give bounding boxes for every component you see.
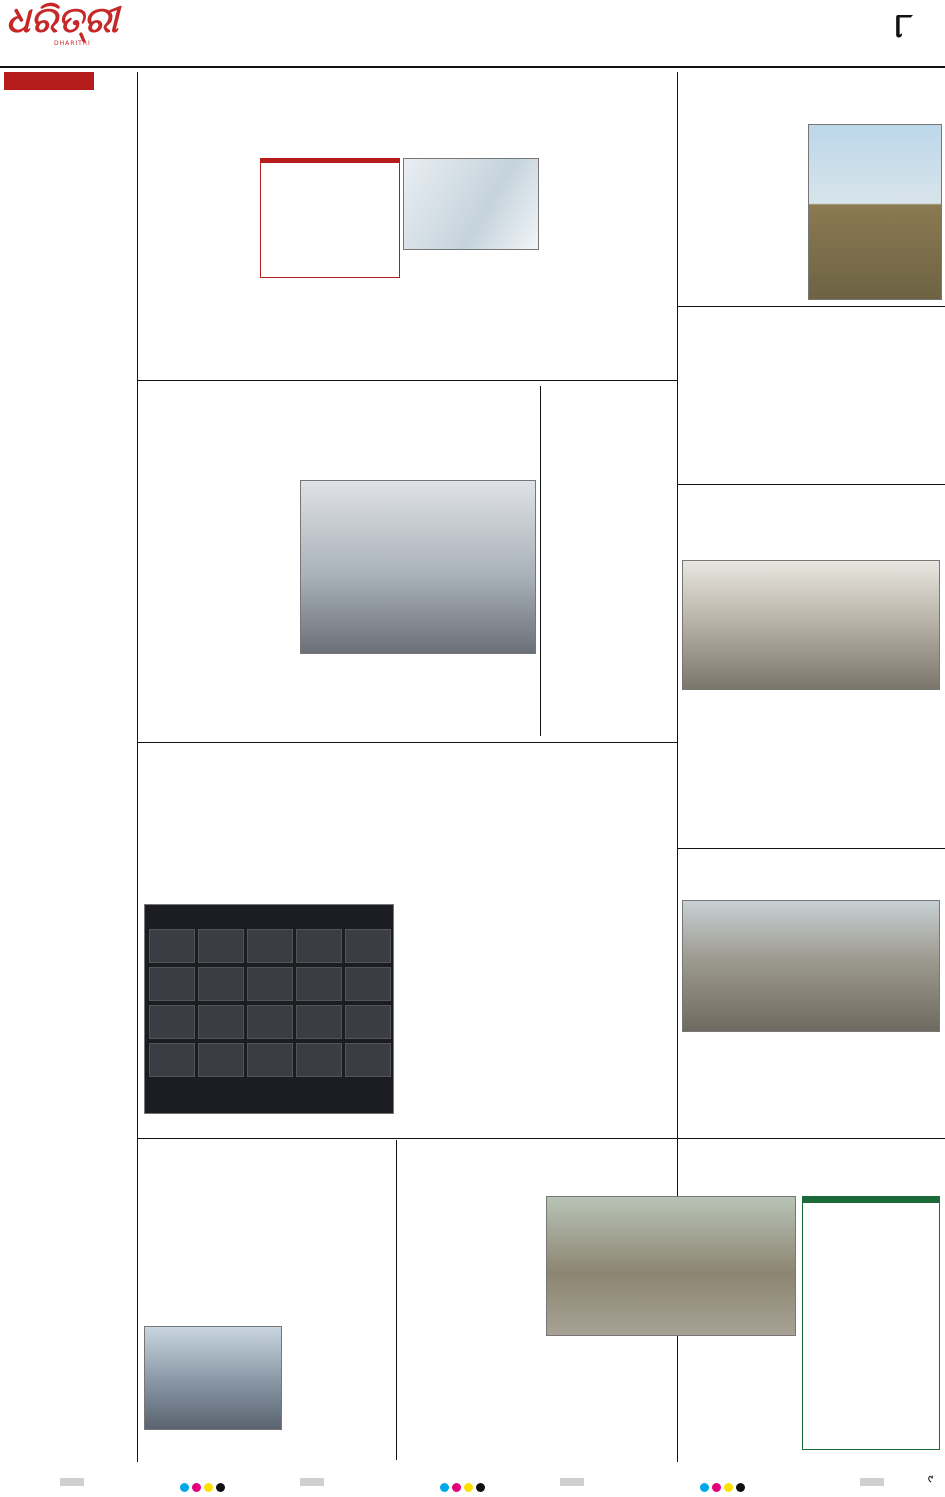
hospital-photo — [300, 480, 536, 654]
video-tile — [247, 929, 293, 963]
rule — [678, 848, 945, 849]
rule — [138, 1138, 945, 1139]
color-dots — [180, 1477, 228, 1496]
briefs-divider — [137, 72, 138, 1462]
sidebar-item — [803, 1211, 939, 1219]
video-tile — [198, 929, 244, 963]
video-tile — [149, 1043, 195, 1077]
video-tile — [198, 1005, 244, 1039]
enforcement-body — [682, 358, 940, 478]
rule — [678, 306, 945, 307]
video-tile — [345, 929, 391, 963]
video-tile — [345, 967, 391, 1001]
masthead-rule — [0, 66, 945, 68]
hospital-body-bottom — [144, 670, 536, 736]
redcross-body — [144, 810, 536, 900]
transformer-body — [682, 138, 804, 300]
rule — [678, 484, 945, 485]
page-number: ୮ — [895, 6, 913, 46]
rescue-body — [144, 1180, 392, 1320]
cyan-dot — [700, 1483, 709, 1492]
brief-body — [4, 828, 134, 1098]
video-tile — [296, 929, 342, 963]
briefs-section-label — [4, 72, 94, 90]
video-tile — [149, 1005, 195, 1039]
video-tile — [345, 1005, 391, 1039]
masthead — [0, 0, 945, 68]
grey-bar — [860, 1478, 884, 1486]
video-tile — [149, 929, 195, 963]
lead-body-left — [144, 174, 256, 374]
color-dots — [700, 1477, 748, 1496]
tanker-body — [546, 470, 674, 730]
yellow-dot — [464, 1483, 473, 1492]
video-tile — [247, 967, 293, 1001]
journalists-body — [682, 722, 940, 842]
couple-body — [546, 846, 674, 900]
cyan-dot — [440, 1483, 449, 1492]
tubewell-sidebar — [802, 1196, 940, 1450]
video-tile — [198, 967, 244, 1001]
video-tile — [149, 967, 195, 1001]
brief-body — [4, 640, 134, 780]
grey-bar — [300, 1478, 324, 1486]
video-tile — [296, 967, 342, 1001]
lead-body-col — [543, 160, 673, 374]
video-tile — [296, 1043, 342, 1077]
rescue-body-2 — [288, 1326, 392, 1430]
brief-body — [4, 134, 134, 314]
black-dot — [476, 1483, 485, 1492]
lead-infobox — [260, 158, 400, 278]
grey-bar — [560, 1478, 584, 1486]
infobox-item — [261, 175, 399, 181]
video-tile — [296, 1005, 342, 1039]
shutdown-photo — [682, 900, 940, 1032]
magenta-dot — [712, 1483, 721, 1492]
tubewell-photo — [546, 1196, 796, 1336]
sidebar-item — [803, 1203, 939, 1211]
brief-body — [4, 1146, 134, 1446]
page-number-bottom: ୯ — [928, 1474, 933, 1485]
yellow-dot — [724, 1483, 733, 1492]
video-tile — [247, 1005, 293, 1039]
shutdown-body — [682, 1064, 940, 1134]
rule — [138, 380, 677, 381]
video-tile — [247, 1043, 293, 1077]
brief-body — [4, 362, 134, 612]
print-registration-bar — [0, 1468, 945, 1497]
cyan-dot — [180, 1483, 189, 1492]
color-dots — [440, 1477, 488, 1496]
video-tile — [198, 1043, 244, 1077]
grey-bar — [60, 1478, 84, 1486]
hospital-body-left — [144, 480, 294, 660]
journalists-photo — [682, 560, 940, 690]
black-dot — [736, 1483, 745, 1492]
vaccine-photo — [403, 158, 539, 250]
magenta-dot — [452, 1483, 461, 1492]
rule — [138, 742, 677, 743]
transformer-photo — [808, 124, 942, 300]
sidebar-item — [803, 1219, 939, 1227]
magenta-dot — [192, 1483, 201, 1492]
masthead-logo-sub: DHARITRI — [54, 40, 91, 47]
rescue-photo — [144, 1326, 282, 1430]
black-dot — [216, 1483, 225, 1492]
redcross-body-right — [400, 904, 676, 1124]
rule — [396, 1140, 397, 1460]
tubewell-body-bottom — [402, 1352, 798, 1450]
rule — [540, 386, 541, 736]
video-tile — [345, 1043, 391, 1077]
video-call-photo — [144, 904, 394, 1114]
briefs-column — [4, 72, 134, 1462]
yellow-dot — [204, 1483, 213, 1492]
masthead-logo: ଧରିତ୍ରୀ — [6, 0, 119, 41]
